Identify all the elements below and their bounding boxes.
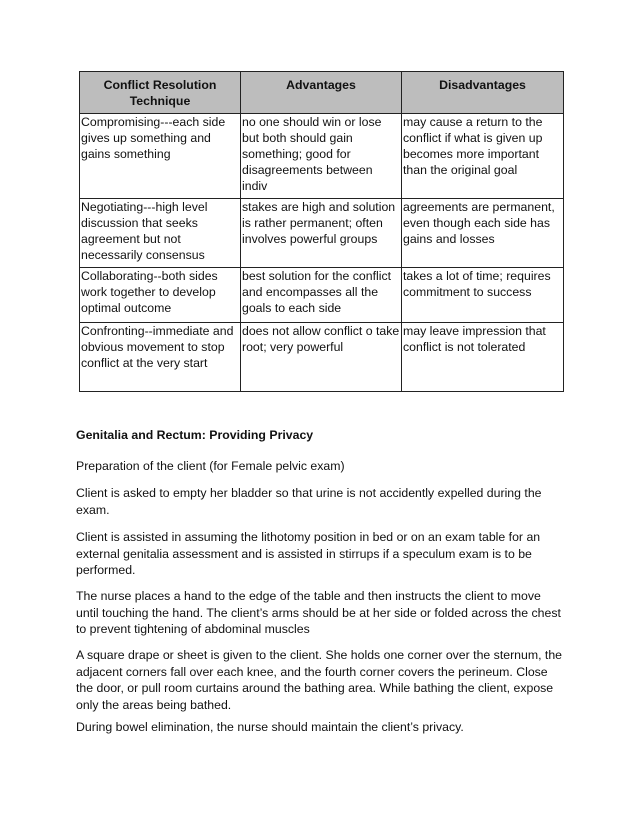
table-row [80,268,564,323]
table-row [80,199,564,268]
conflict-resolution-table [79,71,564,392]
disadvantages-cell: agreements are permanent, even though each side has gains and losses [402,199,564,268]
technique-cell: Confronting--immediate and obvious movement to stop conflict at the very start [80,323,241,392]
advantages-cell: best solution for the conflict and encompasses all the goals to each side [241,268,402,323]
header-disadvantages: Disadvantages [402,72,564,114]
paragraph: Client is assisted in assuming the lithotomy position in bed or on an exam table for an external genitalia assessment and is assisted in stirrups if a speculum exam is to be performed. [76,530,541,577]
advantages-cell: stakes are high and solution is rather permanent; often involves powerful groups [241,199,402,268]
paragraph: Client is asked to empty her bladder so that urine is not accidently expelled during the exam. [76,486,542,517]
disadvantages-cell: may leave impression that conflict is not tolerated [402,323,564,392]
disadvantages-cell: takes a lot of time; requires commitment to success [402,268,564,323]
technique-cell: Compromising---each side gives up something and gains something [80,114,241,199]
advantages-cell: does not allow conflict o take root; very powerful [241,323,402,392]
table-header-row [80,72,564,114]
disadvantages-cell: may cause a return to the conflict if what is given up becomes more important than the original goal [402,114,564,199]
header-technique: Conflict Resolution Technique [80,72,241,114]
technique-cell: Negotiating---high level discussion that seeks agreement but not necessarily consensus [80,199,241,268]
paragraph: Preparation of the client (for Female pelvic exam) [76,459,345,473]
advantages-cell: no one should win or lose but both should gain something; good for disagreements between indiv [241,114,402,199]
technique-cell: Collaborating--both sides work together to develop optimal outcome [80,268,241,323]
paragraph: The nurse places a hand to the edge of the table and then instructs the client to move until touching the hand. The client’s arms should be at her side or folded across the chest to prevent tightening of abdominal muscles [76,589,561,636]
paragraph: A square drape or sheet is given to the client. She holds one corner over the sternum, the adjacent corners fall over each knee, and the fourth corner covers the perineum. Close the door, or pull room curtains around the bathing area. While bathing the client, expose only the areas being bathed. [76,648,563,712]
section-heading: Genitalia and Rectum: Providing Privacy [76,428,314,442]
paragraph: During bowel elimination, the nurse should maintain the client’s privacy. [76,720,464,734]
table-row [80,323,564,392]
table-row [80,114,564,199]
header-advantages: Advantages [241,72,402,114]
